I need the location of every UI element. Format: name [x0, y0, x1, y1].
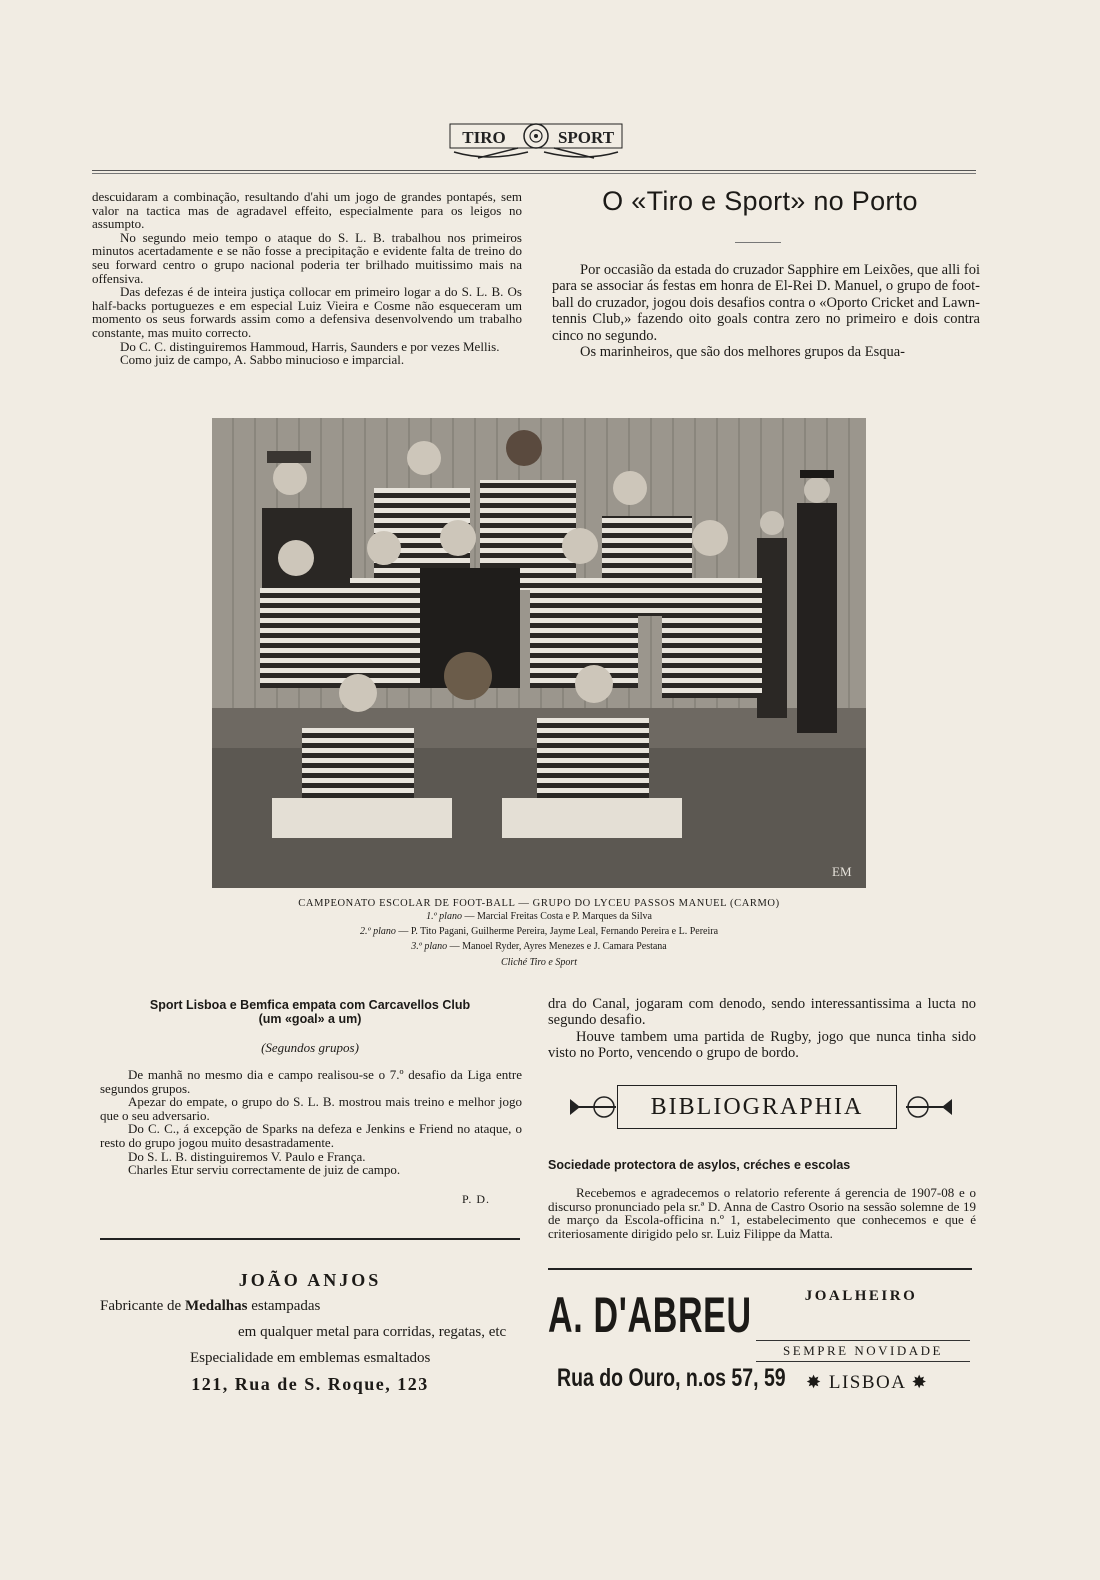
- paragraph: Apezar do empate, o grupo do S. L. B. mostrou mais treino e melhor jogo que o seu adversario.: [100, 1094, 522, 1123]
- article-title: O «Tiro e Sport» no Porto: [602, 186, 918, 216]
- star-ornament-icon: ✸: [911, 1372, 929, 1392]
- masthead-logo: [448, 118, 624, 164]
- abreu-tagline: SEMPRE NOVIDADE: [756, 1340, 970, 1362]
- sport-lisboa-subhead: (Segundos grupos): [261, 1040, 359, 1055]
- ad-divider: [100, 1238, 520, 1240]
- paragraph: Os marinheiros, que são dos melhores grupos da Esqua-: [580, 344, 905, 361]
- abreu-name: A. D'ABREU: [548, 1287, 752, 1343]
- caption-credit: Cliché Tiro e Sport: [500, 957, 578, 968]
- bibliographia-banner: BIBLIOGRAPHIA: [617, 1085, 897, 1129]
- ad-divider: [548, 1268, 972, 1270]
- article-continuation-left: [92, 190, 522, 367]
- joao-anjos-line: Fabricante de Medalhas estampadas: [100, 1298, 321, 1314]
- abreu-address: Rua do Ouro, n.os 57, 59: [557, 1364, 786, 1392]
- joao-anjos-address: 121, Rua de S. Roque, 123: [191, 1374, 429, 1394]
- masthead-left-word: TIRO: [462, 128, 506, 147]
- paragraph: Do C. C. distinguiremos Hammoud, Harris, Saunders e por vezes Mellis.: [120, 338, 500, 354]
- caption-row: 3.º plano — Manoel Ryder, Ayres Menezes e J. Camara Pestana: [411, 941, 667, 952]
- team-photograph: [212, 418, 866, 888]
- paragraph: descuidaram a combinação, resultando d'ahi um jogo de grandes pontapés, sem valor na tactica mas de agradavel effeito, especialmente para os leigos no assumpto.: [92, 189, 522, 232]
- photo-monogram: EM: [832, 864, 852, 879]
- joao-anjos-line: Especialidade em emblemas esmaltados: [190, 1350, 431, 1366]
- header-rule: [92, 170, 976, 174]
- paragraph: Recebemos e agradecemos o relatorio referente á gerencia de 1907-08 e o discurso pronunciado pela sr.ª D. Anna de Castro Osorio na sessão solemne de 19 de março da Escola-officina n.º 1, estabelecimento que conhecemos e que é criteriosamente dirigido pelo sr. Luiz Filippe da Matta.: [548, 1185, 976, 1241]
- paragraph: No segundo meio tempo o ataque do S. L. B. trabalhou nos primeiros minutos acertadamente e se não fosse a precipitação e evidente falta de treino do seu forward centro o grupo nacional poderia ter brilhado muitissimo mais na offensiva.: [92, 229, 522, 286]
- sport-lisboa-body: [100, 1068, 522, 1177]
- paragraph: Charles Etur serviu correctamente de juiz de campo.: [128, 1162, 401, 1178]
- paragraph: De manhã no mesmo dia e campo realisou-se o 7.º desafio da Liga entre segundos grupos.: [100, 1067, 522, 1096]
- paragraph: Do C. C., á excepção de Sparks na defeza e Jenkins e Friend no ataque, o resto do grupo jogou muito desastradamente.: [100, 1121, 522, 1150]
- paragraph: Como juiz de campo, A. Sabbo minucioso e imparcial.: [120, 352, 405, 368]
- paragraph: Do S. L. B. distinguiremos V. Paulo e França.: [128, 1148, 366, 1164]
- paragraph: Das defezas é de inteira justiça collocar em primeiro logar a do S. L. B. Os half-backs portuguezes e em especial Luiz Vieira e Cosme não esqueceram um momento os seus forwards assim como a defensiva desenvolvendo um trabalho constante, mas muito correcto.: [92, 284, 522, 340]
- paragraph: Por occasião da estada do cruzador Sapphire em Leixões, que alli foi para se associar ás festas em honra de El-Rei D. Manuel, o grupo de foot-ball do cruzador, jogou dois desafios contra o «Oporto Cricket and Lawn-tennis Club,» fazendo oito goals contra zero no primeiro e dois contra cinco no segundo.: [552, 262, 980, 344]
- abreu-trade: JOALHEIRO: [804, 1288, 918, 1304]
- joao-anjos-line: em qualquer metal para corridas, regatas, etc: [238, 1324, 507, 1340]
- caption-row: 2.º plano — P. Tito Pagani, Guilherme Pereira, Jayme Leal, Fernando Pereira e L. Pereira: [359, 926, 719, 937]
- star-ornament-icon: ✸: [806, 1372, 823, 1392]
- caption-title: CAMPEONATO ESCOLAR DE FOOT-BALL — GRUPO DO LYCEU PASSOS MANUEL (CARMO): [298, 898, 780, 909]
- porto-article-body: [552, 262, 980, 360]
- caption-row: 1.º plano — Marcial Freitas Costa e P. Marques da Silva: [426, 911, 652, 922]
- paragraph: Houve tambem uma partida de Rugby, jogo que nunca tinha sido visto no Porto, vencendo o grupo de bordo.: [548, 1028, 976, 1062]
- porto-article-continuation: [548, 996, 976, 1062]
- sport-lisboa-headline: Sport Lisboa e Bemfica empata com Carcavellos Club (um «goal» a um): [149, 998, 471, 1026]
- abreu-city: ✸ LISBOA ✸: [806, 1372, 929, 1393]
- photo-caption: [212, 898, 866, 968]
- title-rule: [735, 242, 781, 243]
- bibliographia-headline: Sociedade protectora de asylos, créches e escolas: [548, 1158, 851, 1172]
- article-signature: P. D.: [462, 1192, 491, 1206]
- bibliographia-body: [548, 1186, 976, 1240]
- masthead-right-word: SPORT: [557, 128, 615, 147]
- paragraph: dra do Canal, jogaram com denodo, sendo interessantissima a lucta no segundo desafio.: [548, 996, 976, 1029]
- joao-anjos-name: JOÃO ANJOS: [238, 1270, 382, 1290]
